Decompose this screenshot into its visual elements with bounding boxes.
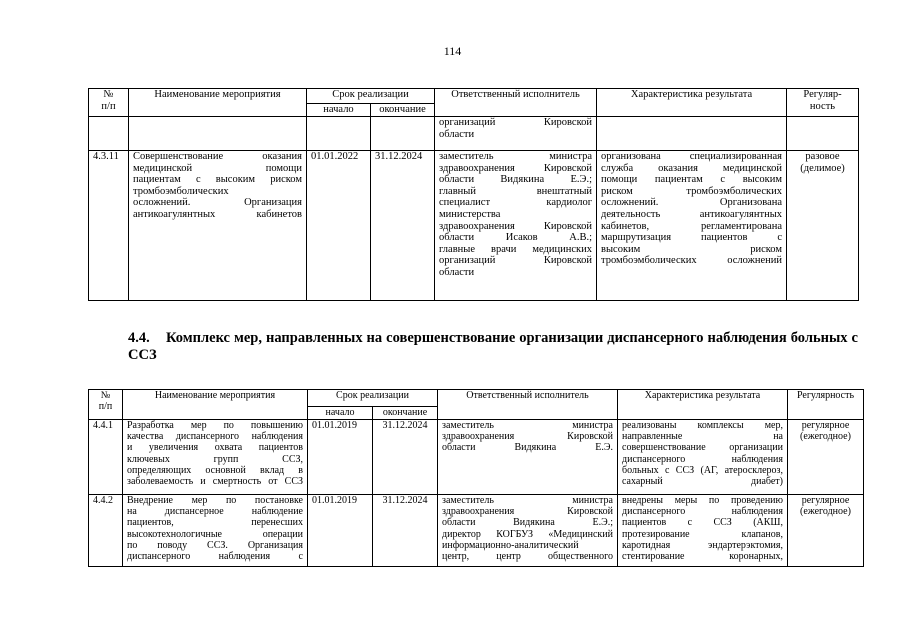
- cell-regularity: разовое (делимое): [787, 151, 859, 301]
- cell-end: 31.12.2024: [371, 151, 435, 301]
- cell-start: 01.01.2019: [308, 420, 373, 495]
- cell-num: 4.4.1: [89, 420, 123, 495]
- header-regularity: Регуляр- ность: [787, 89, 859, 117]
- cell-name: Разработка мер по повышению качества диспансерного наблюдения и увеличения охвата пациентов ключевых групп ССЗ, определяющих основной вклад в заболеваемость и смертность от ССЗ: [123, 420, 308, 495]
- cell-end: 31.12.2024: [373, 420, 438, 495]
- cell-responsible: организаций Кировской области: [435, 117, 597, 151]
- cell-responsible: заместитель министра здравоохранения Кировской области Видякина Е.Э.; директор КОГБУЗ «Медицинский информационно-аналитический центр, центр общественного: [438, 495, 618, 567]
- page-number: 114: [443, 44, 462, 58]
- header-end: окончание: [373, 407, 438, 420]
- cell-responsible: заместитель министра здравоохранения Кировской области Видякина Е.Э.: [438, 420, 618, 495]
- measures-table-4-3: [88, 88, 859, 301]
- header-regularity: Регулярность: [788, 390, 864, 420]
- cell-regularity: [787, 117, 859, 151]
- table-row: [89, 151, 859, 301]
- header-result: Характеристика результата: [597, 89, 787, 117]
- section-heading: [128, 330, 858, 364]
- cell-start: 01.01.2019: [308, 495, 373, 567]
- cell-regularity: регулярное (ежегодное): [788, 495, 864, 567]
- header-responsible: Ответственный исполнитель: [438, 390, 618, 420]
- section-title: Комплекс мер, направленных на совершенствование организации диспансерного наблюдения больных с ССЗ: [128, 330, 858, 363]
- header-start: начало: [307, 104, 371, 117]
- cell-name: [129, 117, 307, 151]
- header-result: Характеристика результата: [618, 390, 788, 420]
- cell-start: [307, 117, 371, 151]
- header-num: № п/п: [89, 89, 129, 117]
- cell-name: Внедрение мер по постановке на диспансерное наблюдение пациентов, перенесших высокотехнологичные операции по поводу ССЗ. Организация диспансерного наблюдения с: [123, 495, 308, 567]
- cell-result: организована специализированная служба оказания медицинской помощи пациентам с высоким риском тромбоэмболических осложнений. Организована деятельность антикоагулянтных кабинетов, регламентирована маршрутизация пациентов с высоким риском тромбоэмболических осложнений: [597, 151, 787, 301]
- header-num: № п/п: [89, 390, 123, 420]
- cell-end: [371, 117, 435, 151]
- cell-result: [597, 117, 787, 151]
- cell-result: реализованы комплексы мер, направленные на совершенствование организации диспансерного наблюдения больных с ССЗ (АГ, атеросклероз, сахарный диабет): [618, 420, 788, 495]
- table-row: [89, 495, 864, 567]
- cell-end: 31.12.2024: [373, 495, 438, 567]
- cell-name: Совершенствование оказания медицинской помощи пациентам с высоким риском тромбоэмболических осложнений. Организация антикоагулянтных кабинетов: [129, 151, 307, 301]
- cell-responsible: заместитель министра здравоохранения Кировской области Видякина Е.Э.; главный внештатный специалист кардиолог министерства здравоохранения Кировской области Исаков А.В.; главные врачи медицинских организаций Кировской области: [435, 151, 597, 301]
- header-name: Наименование мероприятия: [129, 89, 307, 117]
- header-period: Срок реализации: [308, 390, 438, 407]
- header-start: начало: [308, 407, 373, 420]
- cell-regularity: регулярное (ежегодное): [788, 420, 864, 495]
- cell-num: [89, 117, 129, 151]
- cell-result: внедрены меры по проведению диспансерного наблюдения пациентов с ССЗ (АКШ, протезирование клапанов, каротидная эндартерэктомия, стентирование коронарных,: [618, 495, 788, 567]
- header-responsible: Ответственный исполнитель: [435, 89, 597, 117]
- cell-start: 01.01.2022: [307, 151, 371, 301]
- table-row: [89, 420, 864, 495]
- measures-table-4-4: [88, 389, 864, 567]
- cell-num: 4.4.2: [89, 495, 123, 567]
- section-number: 4.4.: [128, 330, 150, 346]
- table-row: [89, 117, 859, 151]
- cell-num: 4.3.11: [89, 151, 129, 301]
- header-end: окончание: [371, 104, 435, 117]
- header-period: Срок реализации: [307, 89, 435, 104]
- header-name: Наименование мероприятия: [123, 390, 308, 420]
